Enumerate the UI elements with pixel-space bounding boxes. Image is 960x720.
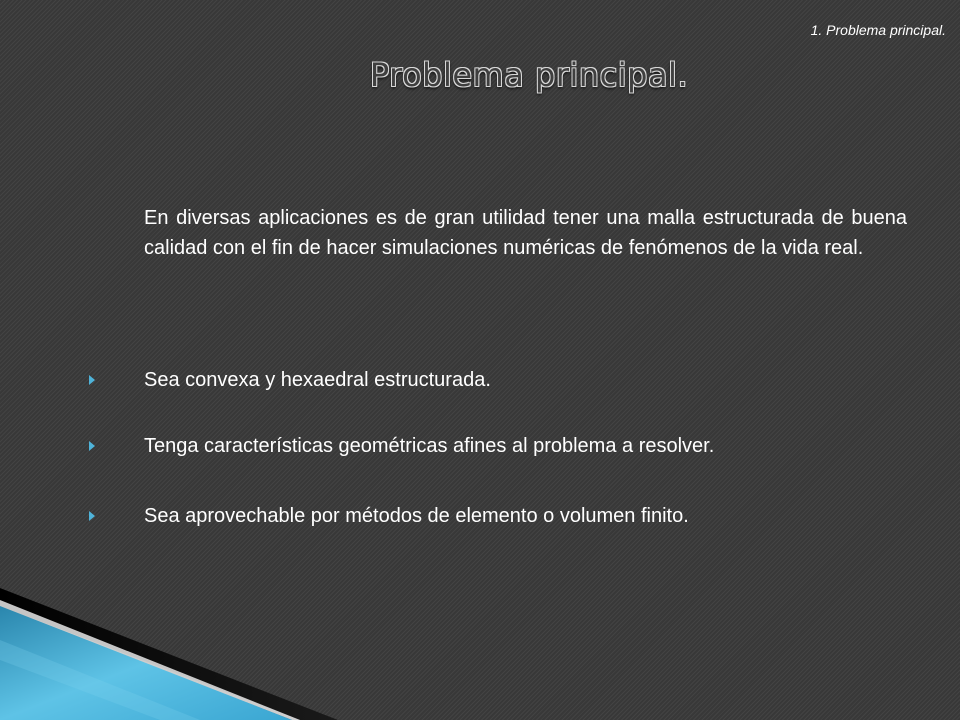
bullet-text: Sea convexa y hexaedral estructurada. — [144, 369, 491, 391]
intro-paragraph: En diversas aplicaciones es de gran utilidad tener una malla estructurada de buena calidad con el fin de hacer simulaciones numéricas de fenómenos de la vida real. — [144, 207, 907, 259]
blue-highlight-shape — [0, 640, 200, 720]
bullet-text: Tenga características geométricas afines al problema a resolver. — [144, 435, 715, 457]
white-stripe-shape — [0, 600, 300, 720]
section-label: 1. Problema principal. — [810, 22, 946, 38]
bullet-item — [0, 432, 960, 462]
black-wedge-shape — [0, 588, 338, 720]
bullet-text: Sea aprovechable por métodos de elemento o volumen finito. — [144, 505, 689, 527]
triangle-bullet-icon — [89, 441, 95, 451]
triangle-bullet-icon — [89, 511, 95, 521]
bullet-item — [0, 502, 960, 532]
slide-title: Problema principal. — [369, 56, 689, 94]
triangle-bullet-icon — [89, 375, 95, 385]
blue-wedge-shape — [0, 606, 292, 720]
bullet-item — [0, 366, 960, 396]
